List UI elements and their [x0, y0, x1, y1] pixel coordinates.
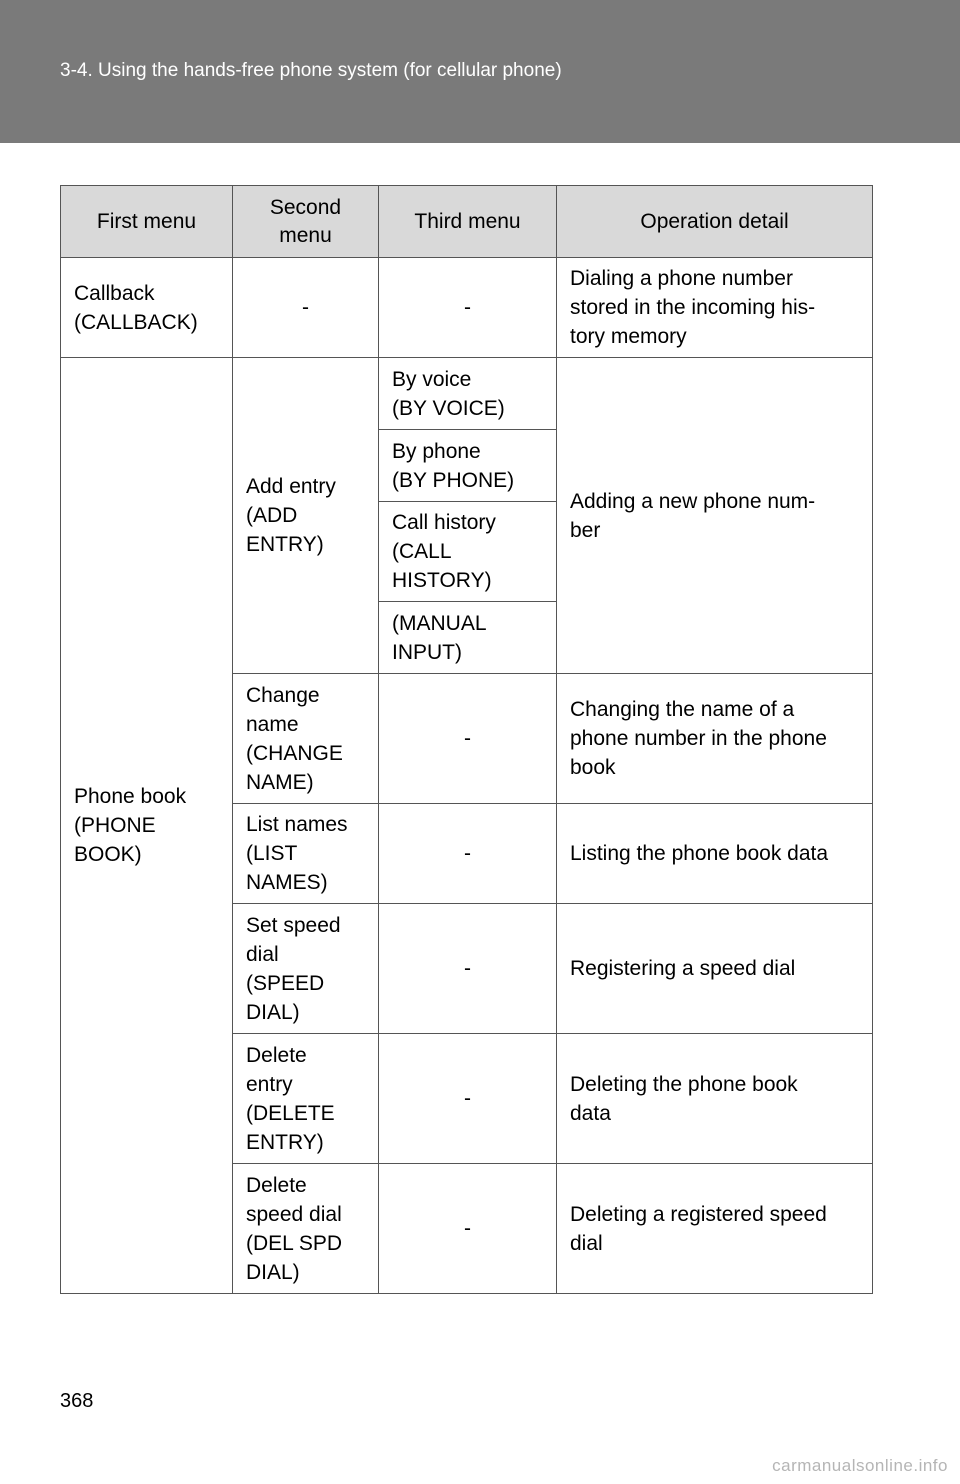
- column-header-third-menu: Third menu: [379, 186, 557, 258]
- cell-third-menu: -: [379, 1034, 557, 1164]
- cell-third-menu-by-phone: By phone (BY PHONE): [379, 430, 557, 502]
- cell-first-menu-phone-book: Phone book (PHONE BOOK): [61, 358, 233, 1294]
- cell-operation-detail: Listing the phone book data: [557, 804, 873, 904]
- cell-third-menu: -: [379, 904, 557, 1034]
- cell-operation-detail: Deleting the phone book data: [557, 1034, 873, 1164]
- menu-table: [60, 185, 873, 1294]
- cell-third-menu: -: [379, 804, 557, 904]
- page-number: 368: [60, 1390, 94, 1412]
- column-header-first-menu: First menu: [61, 186, 233, 258]
- watermark: carmanualsonline.info: [772, 1456, 948, 1475]
- cell-third-menu: -: [379, 1164, 557, 1294]
- table-row-callback: [61, 258, 873, 358]
- cell-operation-detail: Registering a speed dial: [557, 904, 873, 1034]
- cell-operation-detail: Changing the name of a phone number in the phone book: [557, 674, 873, 804]
- cell-operation-detail: Dialing a phone number stored in the incoming his- tory memory: [557, 258, 873, 358]
- column-header-operation-detail: Operation detail: [557, 186, 873, 258]
- cell-second-menu-speed-dial: Set speed dial (SPEED DIAL): [233, 904, 379, 1034]
- cell-third-menu-by-voice: By voice (BY VOICE): [379, 358, 557, 430]
- cell-operation-detail: Deleting a registered speed dial: [557, 1164, 873, 1294]
- cell-second-menu-delete-entry: Delete entry (DELETE ENTRY): [233, 1034, 379, 1164]
- cell-third-menu-manual-input: (MANUAL INPUT): [379, 602, 557, 674]
- cell-second-menu-change-name: Change name (CHANGE NAME): [233, 674, 379, 804]
- column-header-second-menu: Second menu: [233, 186, 379, 258]
- cell-third-menu: -: [379, 674, 557, 804]
- cell-third-menu: -: [379, 258, 557, 358]
- section-title: 3-4. Using the hands-free phone system (for cellular phone): [60, 60, 562, 81]
- table-row-add-entry-by-voice: [61, 358, 873, 430]
- cell-second-menu-add-entry: Add entry (ADD ENTRY): [233, 358, 379, 674]
- table-header-row: [61, 186, 873, 258]
- header-band: [0, 0, 960, 143]
- cell-first-menu: Callback (CALLBACK): [61, 258, 233, 358]
- cell-second-menu-delete-speed-dial: Delete speed dial (DEL SPD DIAL): [233, 1164, 379, 1294]
- cell-third-menu-call-history: Call history (CALL HISTORY): [379, 502, 557, 602]
- cell-operation-detail-add-entry: Adding a new phone num- ber: [557, 358, 873, 674]
- cell-second-menu-list-names: List names (LIST NAMES): [233, 804, 379, 904]
- cell-second-menu: -: [233, 258, 379, 358]
